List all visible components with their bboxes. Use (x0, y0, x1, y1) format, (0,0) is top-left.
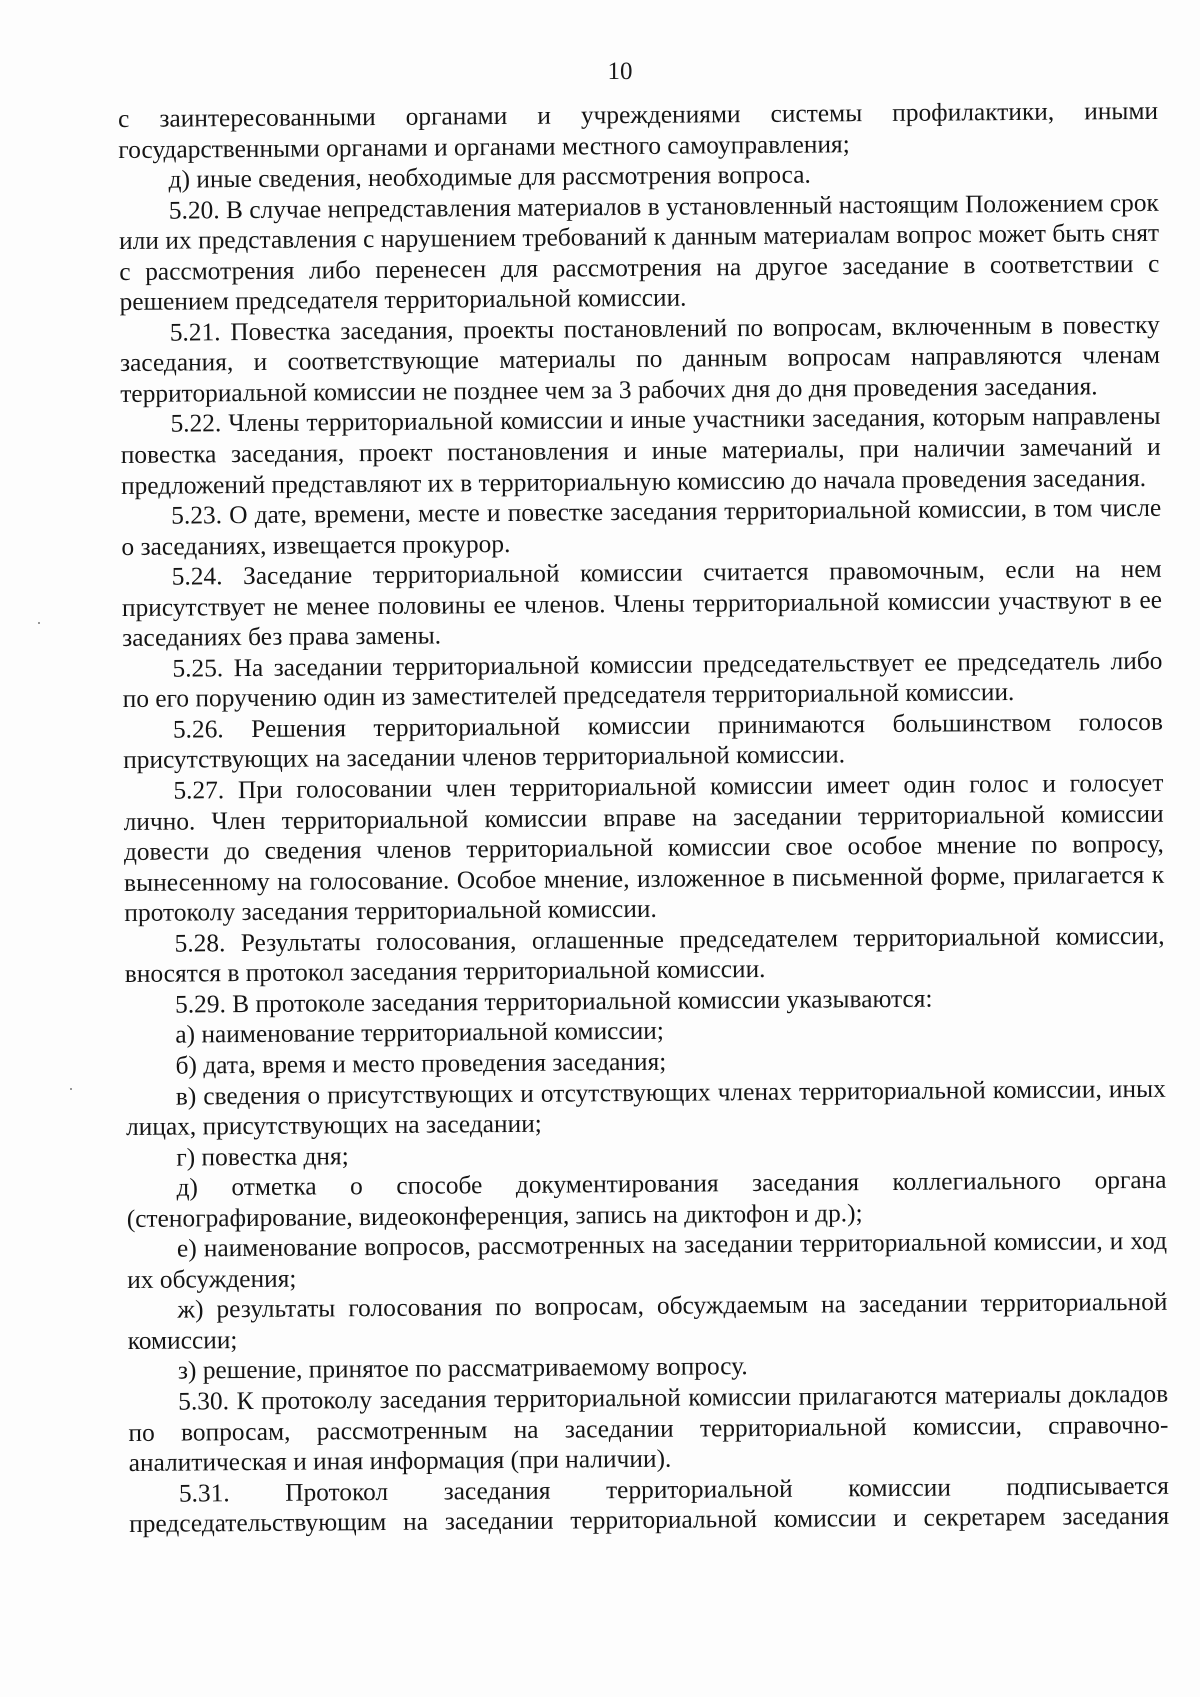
paragraph-5-27: 5.27. При голосовании член территориальной комиссии имеет один голос и голосует лично. Член территориальной комиссии вправе на заседании территориальной комиссии довести до сведения членов территориальной комиссии свое особое мнение по вопросу, вынесенному на голосование. Особое мнение, изложенное в письменной форме, прилагается к протоколу заседания территориальной комиссии. (123, 768, 1165, 928)
list-item-zh: ж) результаты голосования по вопросам, обсуждаемым на заседании территориальной комиссии; (127, 1288, 1168, 1355)
paragraph-5-22: 5.22. Члены территориальной комиссии и иные участники заседания, которым направлены повестка заседания, проект постановления и иные материалы, при наличии замечаний и предложений представляют их в территориальную комиссию до начала проведения заседания. (120, 402, 1161, 500)
list-item-d: д) отметка о способе документирования заседания коллегиального органа (стенографирование, видеоконференция, запись на диктофон и др.); (126, 1165, 1167, 1233)
paragraph-5-23: 5.23. О дате, времени, месте и повестке заседания территориальной комиссии, в том числе о заседаниях, извещается прокурор. (121, 493, 1162, 561)
paragraph-5-21: 5.21. Повестка заседания, проекты постановлений по вопросам, включенным в повестку заседания, и соответствующие материалы по данным вопросам направляются членам территориальной комиссии не позднее чем за 3 рабочих дня до дня проведения заседания. (119, 310, 1161, 408)
scan-speck (38, 622, 40, 624)
list-item-b: б) дата, время и место проведения заседания; (175, 1047, 667, 1080)
page-number: 10 (607, 58, 633, 85)
list-item-a: а) наименование территориальной комиссии; (175, 1017, 665, 1049)
paragraph-5-29: 5.29. В протоколе заседания территориальной комиссии указываются: (174, 984, 933, 1019)
scan-speck (70, 1088, 72, 1090)
paragraph-5-24: 5.24. Заседание территориальной комиссии считается правомочным, если на нем присутствует не менее половины ее членов. Члены территориальной комиссии участвуют в ее заседаниях без права замены. (121, 555, 1163, 653)
list-item-z: з) решение, принятое по рассматриваемому вопросу. (177, 1352, 748, 1385)
list-item-e: е) наименование вопросов, рассмотренных на заседании территориальной комиссии, и ход их обсуждения; (127, 1227, 1168, 1294)
paragraph-5-31: 5.31. Протокол заседания территориальной комиссии подписывается председательствующим на заседании территориальной комиссии и секретарем заседания (129, 1471, 1170, 1539)
paragraph-5-26: 5.26. Решения территориальной комиссии принимаются большинством голосов присутствующих на заседании членов территориальной комиссии. (123, 707, 1163, 775)
list-item-g: г) повестка дня; (176, 1141, 349, 1172)
paragraph-5-30: 5.30. К протоколу заседания территориальной комиссии прилагаются материалы докладов по вопросам, рассмотренным на заседании территориальной комиссии, справочно-аналитическая и иная информация (при наличии). (128, 1379, 1169, 1478)
list-item-v: в) сведения о присутствующих и отсутствующих членах территориальной комиссии, иных лицах, присутствующих на заседании; (125, 1074, 1166, 1142)
paragraph-5-28: 5.28. Результаты голосования, оглашенные председателем территориальной комиссии, вносятся в протокол заседания территориальной комиссии. (124, 921, 1165, 989)
paragraph-continuation: с заинтересованными органами и учреждениями системы профилактики, иными государственными органами и органами местного самоуправления; (118, 96, 1159, 164)
document-body (118, 96, 1169, 1540)
paragraph-5-20: 5.20. В случае непредставления материалов в установленный настоящим Положением срок или их представления с нарушением требований к данным материалам вопрос может быть снят с рассмотрения либо перенесен для рассмотрения на другое заседание в соответствии с решением председателя территориальной комиссии. (118, 188, 1160, 317)
paragraph-5-25: 5.25. На заседании территориальной комиссии председательствует ее председатель либо по его поручению один из заместителей председателя территориальной комиссии. (122, 646, 1163, 714)
paragraph-item-d: д) иные сведения, необходимые для рассмотрения вопроса. (168, 160, 811, 194)
